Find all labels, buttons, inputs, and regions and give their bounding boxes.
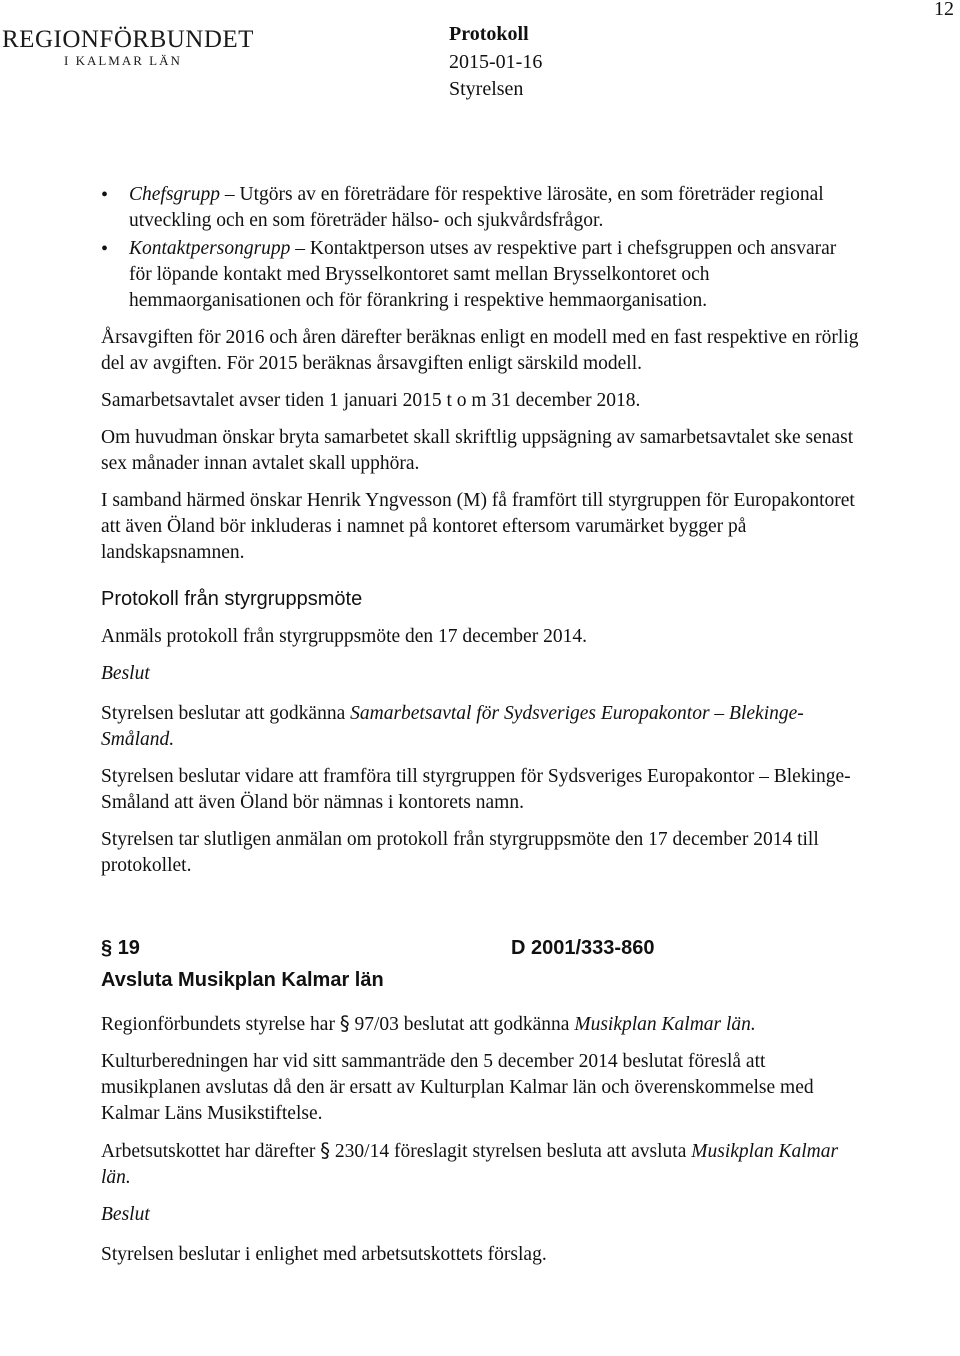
document-body: Styrelsen bbox=[449, 78, 524, 100]
decision-label: Beslut bbox=[101, 1204, 150, 1225]
plan-title: Musikplan Kalmar län. bbox=[574, 1014, 756, 1035]
section-text: Arbetsutskottet har därefter bbox=[101, 1141, 321, 1162]
plan-title: Musikplan Kalmar län. bbox=[101, 1141, 839, 1188]
agreement-title: Samarbetsavtal för Sydsveriges Europakontor – Blekinge-Småland. bbox=[101, 703, 804, 750]
document-date: 2015-01-16 bbox=[449, 51, 543, 73]
section-text: 97/03 beslutat att godkänna bbox=[349, 1014, 575, 1035]
section-sign: § bbox=[320, 1139, 331, 1162]
list-item bbox=[101, 182, 861, 234]
list-item-term: Kontaktpersongrupp bbox=[129, 238, 291, 259]
section-paragraph bbox=[101, 1011, 861, 1038]
fee-paragraph: Årsavgiften för 2016 och åren därefter beräknas enligt en modell med en fast respektive en rörlig del av avgiften. För 2015 beräknas årsavgiften enligt särskild modell. bbox=[101, 327, 859, 374]
section-number: 19 bbox=[117, 937, 140, 959]
list-item-term: Chefsgrupp bbox=[129, 184, 221, 205]
section-text: Regionförbundets styrelse har bbox=[101, 1014, 340, 1035]
page-content bbox=[101, 182, 861, 1279]
decision-paragraph: Styrelsen beslutar vidare att framföra till styrgruppen för Sydsveriges Europakontor – Blekinge-Småland att även Öland bör nämnas i kontorets namn. bbox=[101, 766, 851, 813]
section-sign: § bbox=[339, 1012, 350, 1035]
subsection-intro: Anmäls protokoll från styrgruppsmöte den 17 december 2014. bbox=[101, 626, 587, 647]
agreement-period-paragraph: Samarbetsavtalet avser tiden 1 januari 2015 t o m 31 december 2018. bbox=[101, 390, 641, 411]
section-paragraph bbox=[101, 1138, 861, 1191]
section-sign: § bbox=[101, 937, 113, 959]
decision-paragraph: Styrelsen beslutar i enlighet med arbetsutskottets förslag. bbox=[101, 1244, 547, 1265]
page-number: 12 bbox=[934, 0, 954, 20]
section-header bbox=[101, 935, 861, 965]
section-title: Avsluta Musikplan Kalmar län bbox=[101, 969, 384, 991]
decision-paragraph: Styrelsen tar slutligen anmälan om protokoll från styrgruppsmöte den 17 december 2014 till protokollet. bbox=[101, 829, 819, 876]
termination-paragraph: Om huvudman önskar bryta samarbetet skall skriftlig uppsägning av samarbetsavtalet ske senast sex månader innan avtalet skall upphöra. bbox=[101, 427, 854, 474]
section-paragraph: Kulturberedningen har vid sitt sammanträde den 5 december 2014 beslutat föreslå att musikplanen avslutas då den är ersatt av Kulturplan Kalmar län och överenskommelse med Kalmar Läns Musikstiftelse. bbox=[101, 1051, 814, 1124]
logo-subtitle: I KALMAR LÄN bbox=[64, 53, 182, 68]
list-item bbox=[101, 236, 861, 314]
group-list bbox=[101, 182, 861, 314]
section-text: 230/14 föreslagit styrelsen besluta att avsluta bbox=[330, 1141, 692, 1162]
decision-paragraph bbox=[101, 701, 861, 753]
oland-paragraph: I samband härmed önskar Henrik Yngvesson (M) få framfört till styrgruppen för Europakontoret att även Öland bör inkluderas i namnet på kontoret eftersom varumärket bygger på landskapsnamnen. bbox=[101, 490, 855, 563]
section-diary-number: D 2001/333-860 bbox=[511, 937, 655, 959]
subsection-heading: Protokoll från styrgruppsmöte bbox=[101, 588, 363, 610]
list-item-text: – Kontaktperson utses av respektive part i chefsgruppen och ansvarar för löpande kontakt med Brysselkontoret samt mellan Brysselkontoret och hemmaorganisationen och för förankring i respektive hemmaorganisation. bbox=[129, 238, 837, 311]
logo: REGIONFÖRBUNDET bbox=[2, 26, 254, 53]
decision-text: Styrelsen beslutar att godkänna bbox=[101, 703, 351, 724]
decision-label: Beslut bbox=[101, 663, 150, 684]
list-item-text: – Utgörs av en företrädare för respektive lärosäte, en som företräder regional utveckling och en som företräder hälso- och sjukvårdsfrågor. bbox=[129, 184, 824, 231]
document-type: Protokoll bbox=[449, 23, 529, 45]
